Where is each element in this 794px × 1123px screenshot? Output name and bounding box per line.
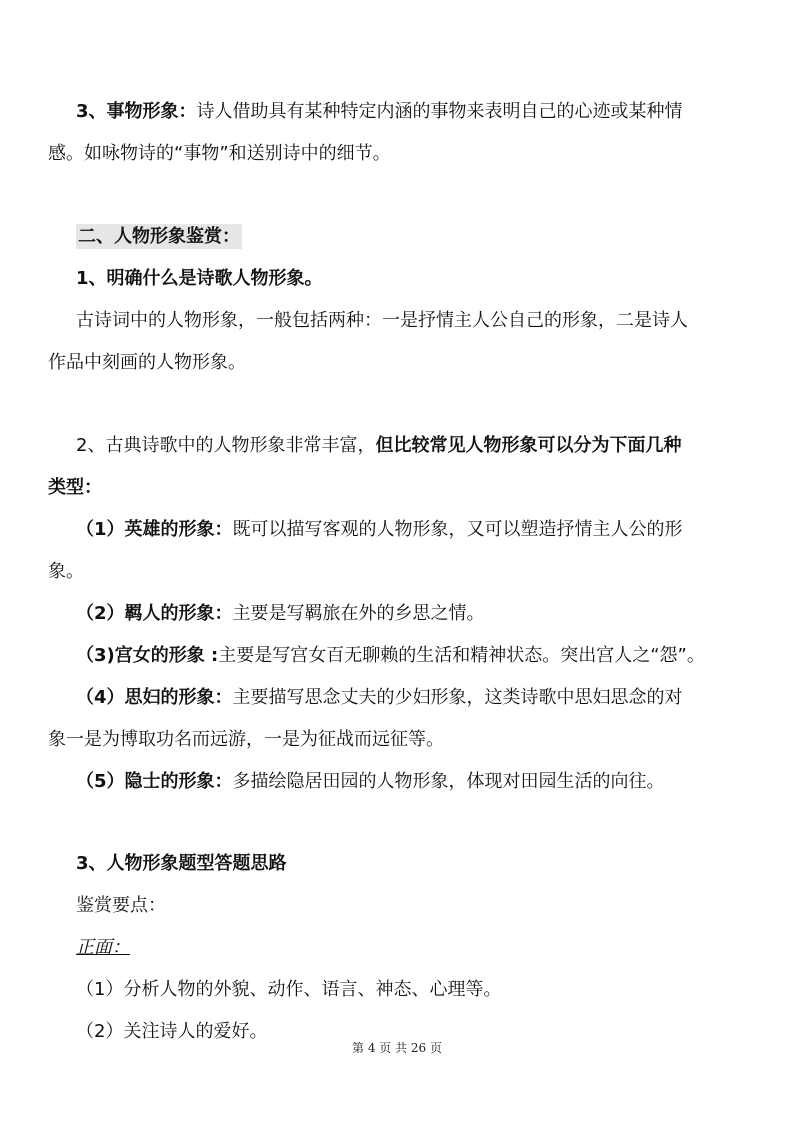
item2-text-bold: 但比较常见人物形象可以分为下面几种 xyxy=(375,435,682,456)
section3-line1 xyxy=(0,99,794,125)
type-palace-lady-label: （3)宫女的形象 : xyxy=(76,645,219,666)
item3-heading: 3、人物形象题型答题思路 xyxy=(76,853,287,874)
section3-heading: 3、事物形象： xyxy=(76,101,197,122)
type-longing-wife-text: 主要描写思念丈夫的少妇形象，这类诗歌中思妇思念的对 xyxy=(232,687,683,708)
part2-title: 二、人物形象鉴赏： xyxy=(78,226,240,247)
item2-line2: 类型： xyxy=(48,477,102,498)
item1-line2: 作品中刻画的人物形象。 xyxy=(48,352,246,373)
type-traveler-text: 主要是写羁旅在外的乡思之情。 xyxy=(232,603,485,624)
type-palace-lady-text: 主要是写宫女百无聊赖的生活和精神状态。突出宫人之“怨”。 xyxy=(218,645,705,666)
section3-text: 诗人借助具有某种特定内涵的事物来表明自己的心迹或某种情 xyxy=(196,101,683,122)
type-hermit-label: （5）隐士的形象： xyxy=(76,771,233,792)
type-hermit-line xyxy=(0,769,794,795)
item3-points-label: 鉴赏要点： xyxy=(76,895,166,916)
item3-front-label-line xyxy=(0,935,794,961)
type-longing-wife-label: （4）思妇的形象： xyxy=(76,687,233,708)
type-traveler-label: （2）羁人的形象： xyxy=(76,603,233,624)
item1-line1: 古诗词中的人物形象，一般包括两种：一是抒情主人公自己的形象，二是诗人 xyxy=(76,310,688,331)
page-footer: 第 4 页 共 26 页 xyxy=(352,1041,442,1055)
type-hero-line2: 象。 xyxy=(48,561,84,582)
item3-front-label: 正面： xyxy=(76,937,130,958)
type-hero-text: 既可以描写客观的人物形象，又可以塑造抒情主人公的形 xyxy=(232,519,683,540)
front-point-2: （2）关注诗人的爱好。 xyxy=(76,1021,268,1042)
part2-title-line xyxy=(0,224,794,250)
front-point-1: （1）分析人物的外貌、动作、语言、神态、心理等。 xyxy=(76,979,502,1000)
type-longing-wife-line2: 象一是为博取功名而远游，一是为征战而远征等。 xyxy=(48,729,444,750)
type-hero-line1 xyxy=(0,517,794,543)
type-hermit-text: 多描绘隐居田园的人物形象，体现对田园生活的向往。 xyxy=(232,771,665,792)
type-traveler-line xyxy=(0,601,794,627)
item1-heading: 1、明确什么是诗歌人物形象。 xyxy=(76,268,323,289)
type-hero-label: （1）英雄的形象： xyxy=(76,519,233,540)
type-longing-wife-line1 xyxy=(0,685,794,711)
item2-line1 xyxy=(0,433,794,459)
item2-text-plain: 2、古典诗歌中的人物形象非常丰富， xyxy=(76,435,376,456)
type-palace-lady-line xyxy=(0,643,794,669)
section3-line2: 感。如咏物诗的“事物”和送别诗中的细节。 xyxy=(48,143,391,164)
